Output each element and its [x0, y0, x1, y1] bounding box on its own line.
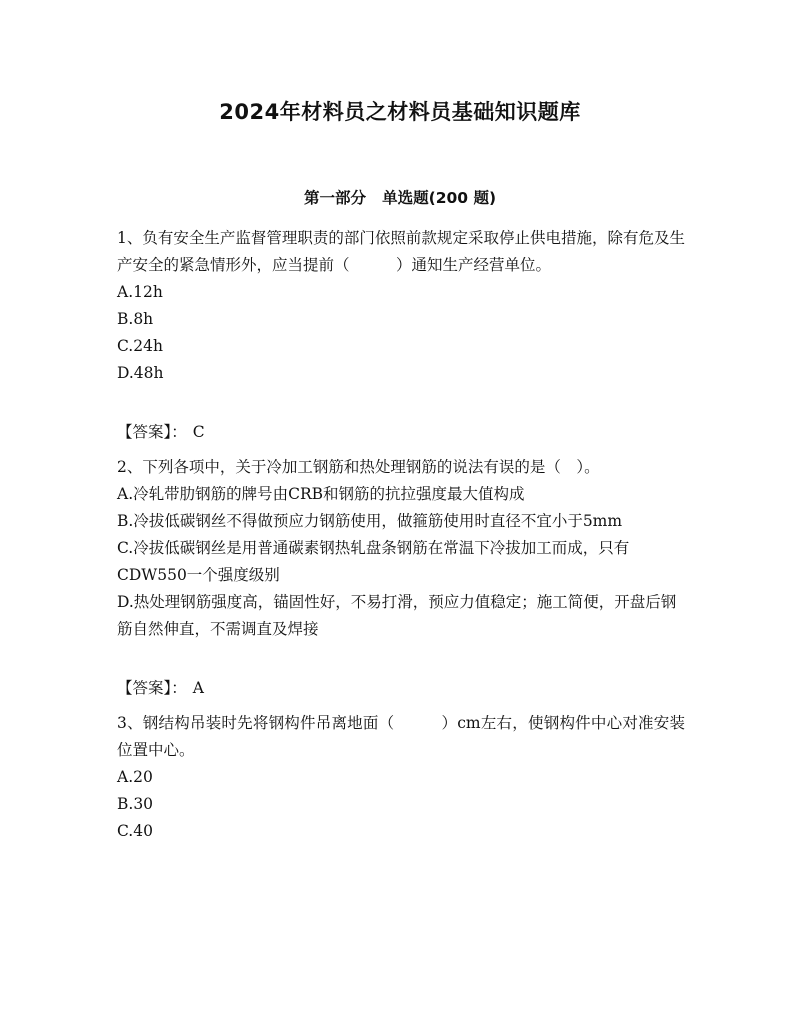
option-c: C.40 [117, 822, 153, 840]
option-c: C.冷拔低碳钢丝是用普通碳素钢热轧盘条钢筋在常温下冷拔加工而成，只有CDW550一个强度级别 [117, 539, 630, 584]
question-3 [117, 710, 685, 845]
option-a: A.12h [117, 283, 163, 301]
question-1 [117, 225, 685, 446]
question-2 [117, 454, 685, 702]
option-a: A.冷轧带肋钢筋的牌号由CRB和钢筋的抗拉强度最大值构成 [117, 485, 525, 503]
document-title: 2024年材料员之材料员基础知识题库 [219, 100, 581, 124]
answer-line [117, 675, 685, 702]
question-text: 3、钢结构吊装时先将钢构件吊离地面（ ）cm左右，使钢构件中心对准安装位置中心。 [117, 714, 685, 759]
section-title: 第一部分 单选题(200 题) [303, 189, 497, 207]
answer-label: 【答案】： [117, 423, 187, 441]
answer-value: C [192, 423, 205, 441]
answer-line [117, 419, 685, 446]
option-b: B.冷拔低碳钢丝不得做预应力钢筋使用，做箍筋使用时直径不宜小于5mm [117, 512, 623, 530]
question-text: 2、下列各项中，关于冷加工钢筋和热处理钢筋的说法有误的是（ ）。 [117, 458, 600, 476]
option-a: A.20 [117, 768, 153, 786]
answer-label: 【答案】： [117, 679, 187, 697]
option-d: D.48h [117, 364, 164, 382]
option-b: B.30 [117, 795, 154, 813]
option-b: B.8h [117, 310, 154, 328]
question-list [117, 225, 685, 845]
option-c: C.24h [117, 337, 163, 355]
option-d: D.热处理钢筋强度高，锚固性好，不易打滑，预应力值稳定；施工简便，开盘后钢筋自然伸直，不需调直及焊接 [117, 593, 677, 638]
question-text: 1、负有安全生产监督管理职责的部门依照前款规定采取停止供电措施，除有危及生产安全的紧急情形外，应当提前（ ）通知生产经营单位。 [117, 229, 685, 274]
answer-value: A [192, 679, 204, 697]
